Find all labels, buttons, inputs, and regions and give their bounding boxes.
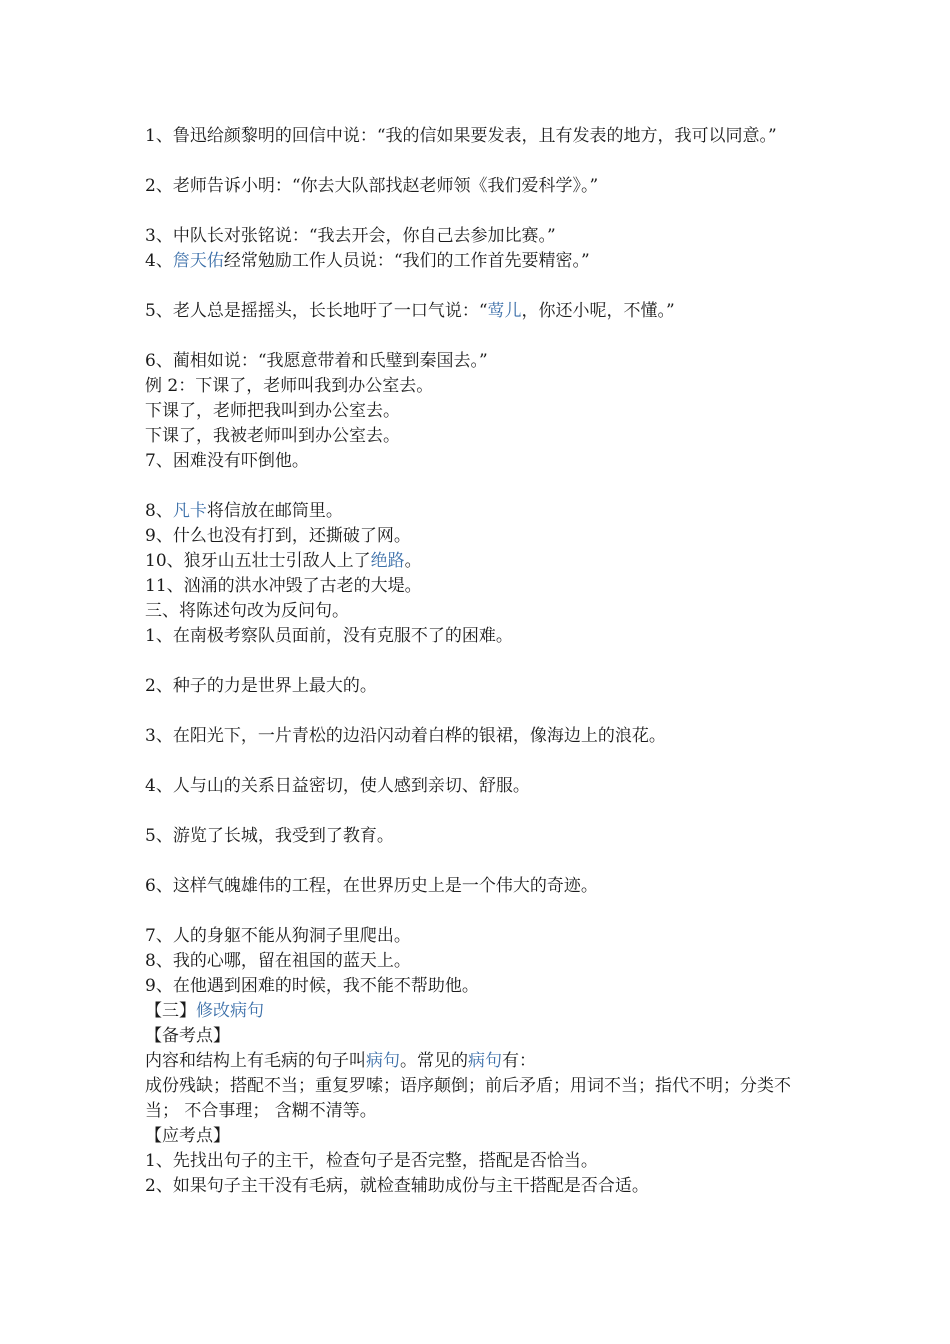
text-line: 2、如果句子主干没有毛病，就检查辅助成份与主干搭配是否合适。 [145, 1176, 649, 1196]
link-bingju[interactable]: 病句 [468, 1051, 502, 1071]
text-line: 11、汹涌的洪水冲毁了古老的大堤。 [145, 576, 422, 596]
text-line: 6、这样气魄雄伟的工程，在世界历史上是一个伟大的奇迹。 [145, 876, 598, 896]
text-span: 。常见的 [400, 1051, 468, 1071]
text-line: 2、老师告诉小明：“你去大队部找赵老师领《我们爱科学》。” [145, 176, 599, 196]
text-span: 有： [502, 1051, 536, 1071]
text-line [145, 249, 815, 274]
text-line: 1、先找出句子的主干，检查句子是否完整，搭配是否恰当。 [145, 1151, 598, 1171]
text-line: 1、鲁迅给颜黎明的回信中说：“我的信如果要发表，且有发表的地方，我可以同意。” [145, 126, 777, 146]
text-line: 7、困难没有吓倒他。 [145, 451, 309, 471]
text-line: 6、蔺相如说：“我愿意带着和氏璧到秦国去。” [145, 351, 488, 371]
text-span: 内容和结构上有毛病的句子叫 [145, 1051, 366, 1071]
text-line: 下课了，我被老师叫到办公室去。 [145, 426, 400, 446]
document-body [145, 124, 815, 1199]
text-span: 5、老人总是摇摇头，长长地吁了一口气说：“ [145, 301, 488, 321]
link-fanka[interactable]: 凡卡 [172, 501, 207, 521]
text-span: 【三】 [145, 1001, 196, 1021]
text-span: 10、狼牙山五壮士引敌人上了 [145, 551, 371, 571]
text-line: 例 2：下课了，老师叫我到办公室去。 [145, 376, 434, 396]
link-bingju[interactable]: 病句 [366, 1051, 400, 1071]
text-line: 9、在他遇到困难的时候，我不能不帮助他。 [145, 976, 479, 996]
text-span: 8、 [145, 501, 173, 521]
text-line [145, 1049, 815, 1074]
text-line: 2、种子的力是世界上最大的。 [145, 676, 377, 696]
text-line: 7、人的身躯不能从狗洞子里爬出。 [145, 926, 411, 946]
text-line [145, 499, 815, 524]
text-line: 成份残缺；搭配不当；重复罗嗦；语序颠倒；前后矛盾；用词不当；指代不明；分类不当； 不合事理； 含糊不清等。 [145, 1076, 791, 1121]
text-line: 1、在南极考察队员面前，没有克服不了的困难。 [145, 626, 513, 646]
text-span: 。 [404, 551, 422, 571]
text-line: 8、我的心哪，留在祖国的蓝天上。 [145, 951, 411, 971]
link-juelu[interactable]: 绝路 [370, 551, 405, 571]
section-heading: 三、将陈述句改为反问句。 [145, 601, 349, 621]
section-heading [145, 999, 815, 1024]
link-zhan-tianyou[interactable]: 詹天佑 [172, 251, 224, 271]
text-line: 下课了，老师把我叫到办公室去。 [145, 401, 400, 421]
text-line: 3、在阳光下，一片青松的边沿闪动着白桦的银裙，像海边上的浪花。 [145, 726, 666, 746]
section-heading: 【备考点】 [145, 1026, 230, 1046]
text-span: 经常勉励工作人员说：“我们的工作首先要精密。” [223, 251, 590, 271]
link-xiugai-bingju[interactable]: 修改病句 [196, 1001, 264, 1021]
text-line [145, 299, 815, 324]
text-line: 9、什么也没有打到，还撕破了网。 [145, 526, 411, 546]
text-span: 4、 [145, 251, 173, 271]
text-line: 4、人与山的关系日益密切，使人感到亲切、舒服。 [145, 776, 530, 796]
text-line: 3、中队长对张铭说：“我去开会，你自己去参加比赛。” [145, 226, 556, 246]
text-span: 将信放在邮筒里。 [206, 501, 343, 521]
text-span: ，你还小呢，不懂。” [521, 301, 675, 321]
text-line [145, 549, 815, 574]
text-line: 5、游览了长城，我受到了教育。 [145, 826, 394, 846]
link-yinger[interactable]: 莺儿 [487, 301, 522, 321]
section-heading: 【应考点】 [145, 1126, 230, 1146]
